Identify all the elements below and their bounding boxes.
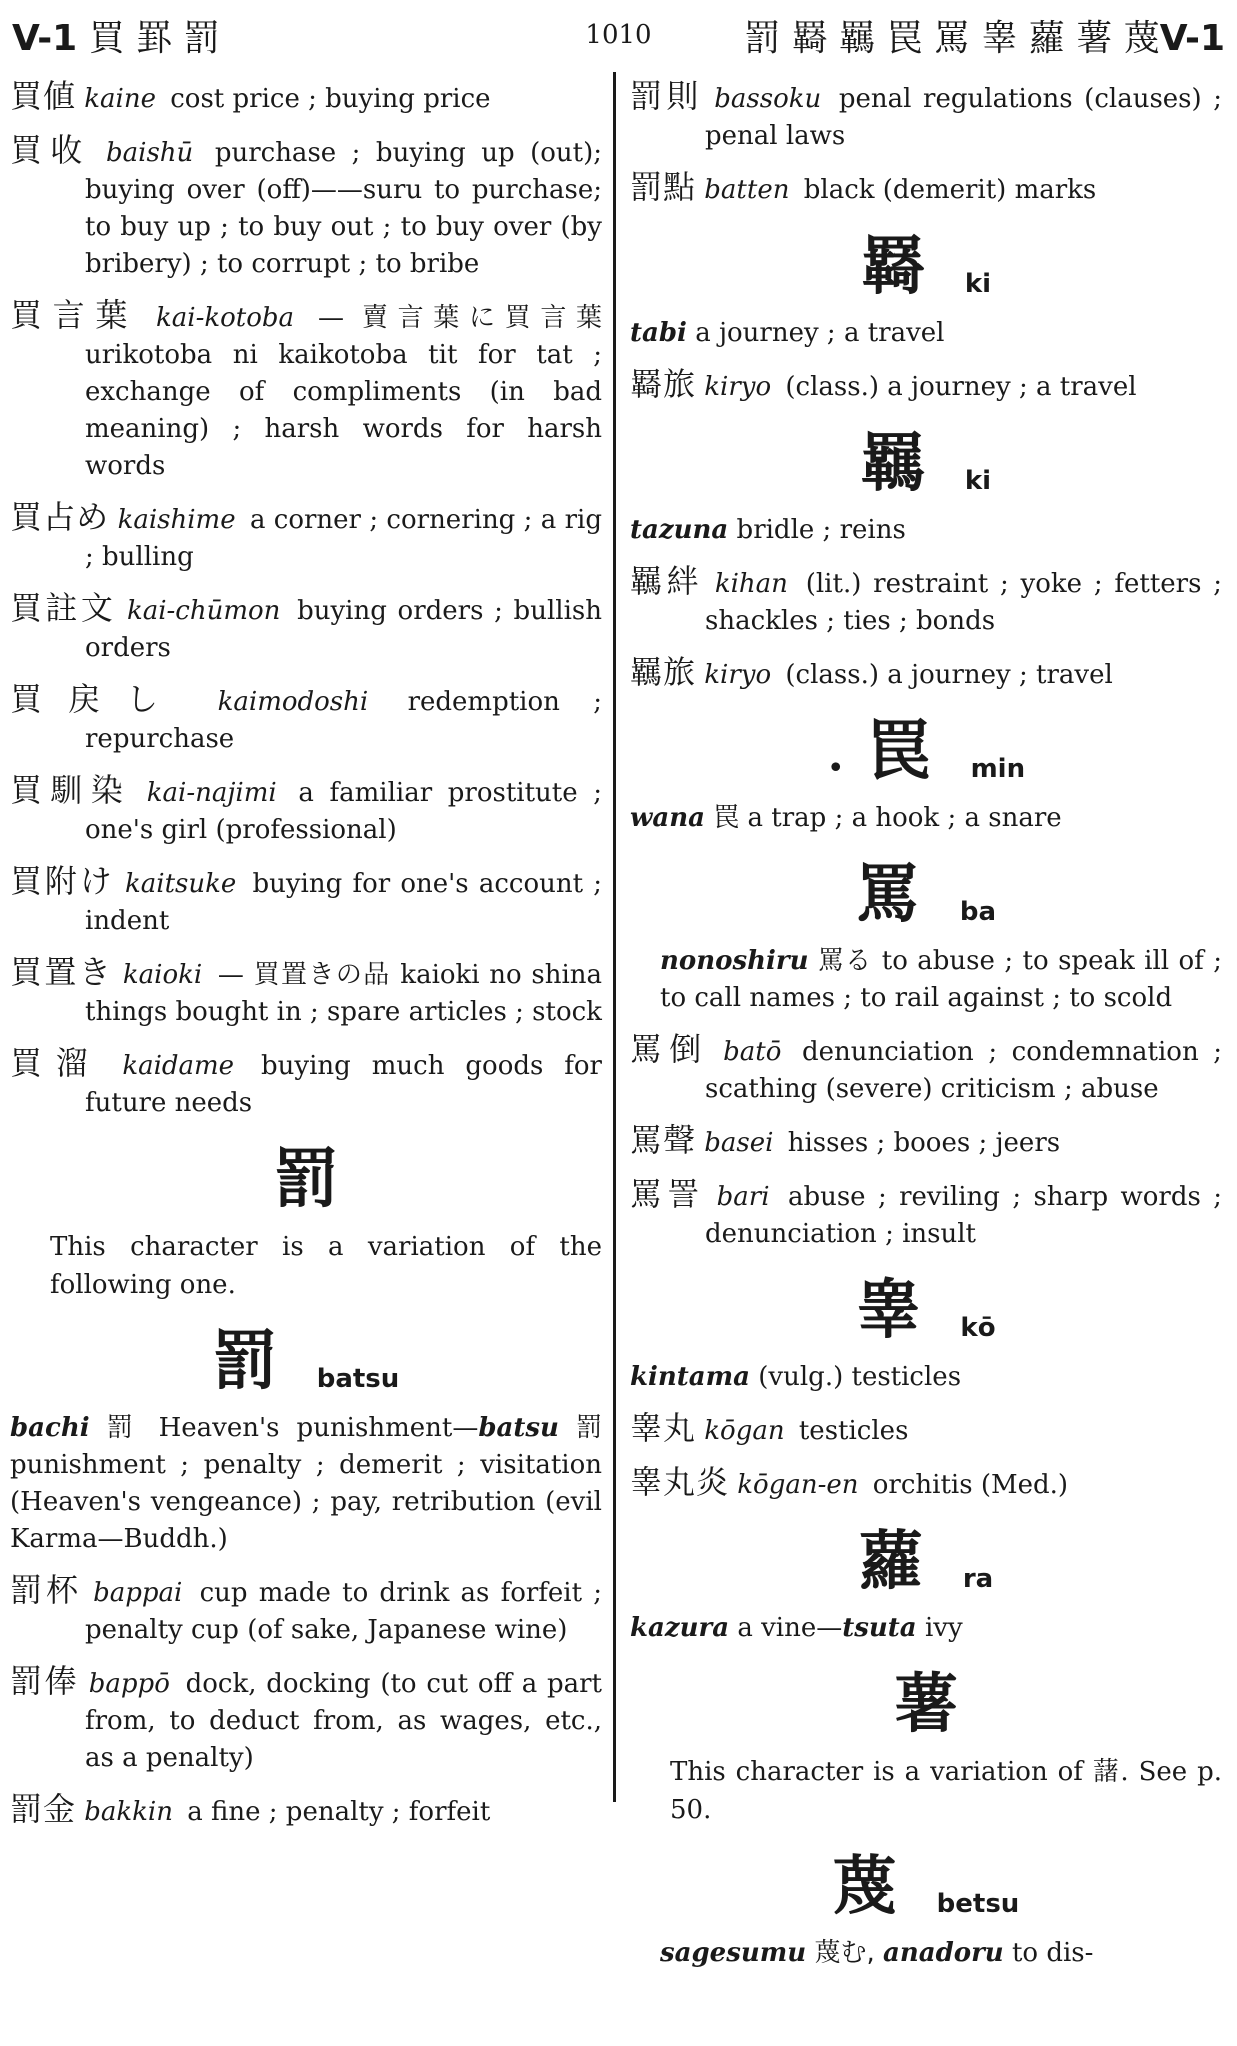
entry-headword: 買收 (10, 131, 91, 169)
entry-definition: cost price ; buying price (170, 84, 491, 114)
reading-kanji: 罰 (575, 1413, 602, 1443)
dictionary-entry (10, 954, 602, 1031)
entry-definition: penal regulations (clauses) ; penal laws (705, 84, 1223, 151)
heading-character: 罰 (212, 1325, 277, 1399)
entry-list (10, 1572, 602, 1831)
reading-word: sagesumu (660, 1938, 807, 1968)
reading-definition: a journey ; a travel (695, 318, 945, 348)
reading-word: kazura (630, 1613, 730, 1643)
reading-paragraph (630, 1935, 1222, 1972)
dictionary-entry (10, 297, 602, 485)
entry-definition: orchitis (Med.) (872, 1470, 1069, 1500)
dictionary-entry (10, 772, 602, 849)
dictionary-entry (10, 681, 602, 758)
entry-romaji: basei (704, 1128, 774, 1158)
entry-definition: hisses ; booes ; jeers (787, 1128, 1061, 1158)
entry-romaji: kaioki (122, 960, 203, 990)
entry-headword: 買戻し (10, 680, 185, 718)
entry-romaji: kōgan (704, 1416, 785, 1446)
entry-list (630, 78, 1222, 209)
bullet-mark: • (826, 751, 845, 786)
reading-kanji: 罵る (817, 946, 873, 976)
entry-romaji: kai-chūmon (126, 596, 281, 626)
reading-paragraph (630, 512, 1222, 549)
character-heading (10, 1144, 602, 1216)
reading-word: tabi (630, 318, 687, 348)
reading-paragraph (630, 800, 1222, 837)
entry-definition: a familiar prostitute ; one's girl (professional) (85, 778, 603, 845)
entry-definition: buying orders ; bullish orders (85, 596, 602, 663)
reading-word: tazuna (630, 515, 729, 545)
entry-definition: denunciation ; condemnation ; scathing (severe) criticism ; abuse (705, 1037, 1223, 1104)
character-heading (630, 859, 1222, 931)
character-heading (630, 1275, 1222, 1347)
heading-character: 蘿 (858, 1525, 923, 1599)
volume-marker-left: V-1 (12, 18, 78, 59)
dictionary-entry (10, 132, 602, 283)
header-chars-right: 罰 羇 羈 罠 罵 睾 蘿 薯 蔑 (744, 18, 1160, 59)
reading-paragraph (10, 1410, 602, 1558)
entry-definition: dock, docking (to cut off a part from, to deduct from, as wages, etc., as a penalty) (85, 1669, 603, 1773)
entry-headword: 睾丸 (630, 1409, 697, 1447)
entry-romaji: kihan (714, 569, 788, 599)
entry-headword: 買馴染 (10, 771, 132, 809)
heading-character: 羈 (860, 427, 925, 501)
heading-character: 罵 (855, 858, 920, 932)
entry-list (630, 1031, 1222, 1253)
entry-romaji: kaidame (122, 1051, 235, 1081)
character-heading (630, 231, 1222, 303)
entry-definition: cup made to drink as forfeit ; penalty cup (of sake, Japanese wine) (85, 1578, 603, 1645)
entry-headword: 罵倒 (630, 1030, 709, 1068)
entry-romaji: kiryo (704, 660, 772, 690)
running-header (12, 10, 1225, 60)
reading-definition: to dis- (1011, 1938, 1094, 1968)
dictionary-entry (630, 1031, 1222, 1108)
entry-romaji: bappai (93, 1578, 183, 1608)
heading-character: 罰 (274, 1143, 338, 1217)
entry-definition: buying much goods for future needs (85, 1051, 602, 1118)
entry-headword: 買言葉 (10, 296, 139, 334)
character-heading (10, 1326, 602, 1398)
dictionary-entry (630, 1410, 1222, 1450)
entry-headword: 罰杯 (10, 1571, 82, 1609)
dictionary-entry (630, 1464, 1222, 1504)
entry-headword: 罰點 (630, 168, 697, 206)
reading-definition: a trap ; a hook ; a snare (747, 803, 1062, 833)
reading-word: bachi (10, 1413, 90, 1443)
entry-headword: 罵聲 (630, 1121, 697, 1159)
entry-headword: 罰則 (630, 77, 703, 115)
reading-kanji: 蔑む, (814, 1938, 875, 1968)
dictionary-entry (10, 1791, 602, 1831)
character-heading (630, 1526, 1222, 1598)
reading-definition: to abuse ; to speak ill of ; to call names ; to rail against ; to scold (660, 946, 1222, 1013)
entry-definition: — 賣言葉に買言葉 urikotoba ni kaikotoba tit for tat ; exchange of compliments (in bad meaning) ; harsh words for harsh words (85, 303, 603, 481)
entry-romaji: kai-najimi (146, 778, 277, 808)
heading-reading: batsu (316, 1363, 400, 1394)
dictionary-entry (10, 1663, 602, 1777)
entry-definition: buying for one's account ; indent (85, 869, 603, 936)
character-heading (630, 1851, 1222, 1923)
entry-list (10, 78, 602, 1122)
entry-headword: 買占め (10, 498, 110, 536)
header-right (744, 10, 1225, 61)
heading-reading: ki (964, 465, 992, 496)
heading-reading: kō (960, 1312, 996, 1343)
entry-romaji: kai-kotoba (156, 303, 295, 333)
entry-headword: 買註文 (10, 589, 117, 627)
reading-paragraph (630, 1359, 1222, 1396)
reading-word: anadoru (882, 1938, 1004, 1968)
entry-list (630, 563, 1222, 694)
entry-romaji: batten (704, 175, 790, 205)
dictionary-entry (630, 366, 1222, 406)
reading-definition: (vulg.) testicles (758, 1362, 962, 1392)
heading-character: 羇 (860, 230, 925, 304)
dictionary-entry (10, 590, 602, 667)
entry-definition: testicles (798, 1416, 909, 1446)
heading-character: 薯 (894, 1668, 958, 1742)
heading-character: 蔑 (832, 1850, 897, 1924)
entry-definition: (class.) a journey ; a travel (785, 372, 1137, 402)
reading-definition: bridle ; reins (736, 515, 906, 545)
entry-list (630, 366, 1222, 406)
reading-kanji: 罰 (106, 1413, 142, 1443)
entry-headword: 睾丸炎 (630, 1463, 730, 1501)
heading-reading: ra (962, 1563, 994, 1594)
entry-headword: 買附け (10, 862, 115, 900)
dictionary-entry (10, 499, 602, 576)
left-column (10, 78, 602, 1845)
reading-word: tsuta (842, 1613, 917, 1643)
heading-character: 罠 (866, 715, 931, 789)
page-number: 1010 (585, 20, 652, 50)
volume-marker-right: V-1 (1159, 18, 1225, 59)
dictionary-entry (630, 1122, 1222, 1162)
entry-romaji: bari (716, 1182, 770, 1212)
reading-definition: punishment ; penalty ; demerit ; visitation (Heaven's vengeance) ; pay, retribution (evil Karma—Buddh.) (10, 1450, 602, 1554)
entry-headword: 罰金 (10, 1790, 77, 1828)
character-heading (630, 428, 1222, 500)
dictionary-entry (630, 654, 1222, 694)
entry-definition: abuse ; reviling ; sharp words ; denunciation ; insult (705, 1182, 1222, 1249)
entry-headword: 罵詈 (630, 1175, 705, 1213)
column-divider (613, 72, 616, 1802)
entry-definition: redemption ; repurchase (85, 687, 602, 754)
heading-reading: betsu (936, 1888, 1020, 1919)
entry-definition: black (demerit) marks (803, 175, 1097, 205)
reading-definition: a vine— (737, 1613, 843, 1643)
dictionary-entry (630, 78, 1222, 155)
character-heading (630, 1669, 1222, 1741)
entry-definition: a fine ; penalty ; forfeit (187, 1797, 491, 1827)
dictionary-entry (10, 78, 602, 118)
entry-romaji: kōgan-en (737, 1470, 859, 1500)
entry-headword: 羈旅 (630, 653, 697, 691)
dictionary-entry (10, 1045, 602, 1122)
reading-word: nonoshiru (660, 946, 809, 976)
variation-note: This character is a variation of 藷. See p. 50. (670, 1757, 1222, 1825)
reading-word: kintama (630, 1362, 751, 1392)
dictionary-entry (10, 1572, 602, 1649)
heading-reading: min (970, 753, 1026, 784)
entry-headword: 買値 (10, 77, 77, 115)
entry-definition: — 買置きの品 kaioki no shina things bought in ; spare articles ; stock (85, 960, 603, 1027)
heading-reading: ki (964, 268, 992, 299)
reading-paragraph (630, 943, 1222, 1017)
entry-headword: 買溜 (10, 1044, 102, 1082)
reading-paragraph (630, 1610, 1222, 1647)
dictionary-entry (630, 1176, 1222, 1253)
reading-word: wana (630, 803, 705, 833)
entry-headword: 買置き (10, 953, 114, 991)
entry-definition: (class.) a journey ; travel (785, 660, 1113, 690)
entry-romaji: bappō (88, 1669, 170, 1699)
entry-romaji: bassoku (714, 84, 822, 114)
heading-reading: ba (959, 896, 997, 927)
reading-kanji: 罠 (713, 803, 740, 833)
entry-romaji: kaimodoshi (217, 687, 369, 717)
entry-romaji: kaishime (117, 505, 236, 535)
dictionary-entry (10, 863, 602, 940)
right-column (630, 78, 1222, 1986)
dictionary-entry (630, 563, 1222, 640)
entry-romaji: bakkin (84, 1797, 173, 1827)
heading-character: 睾 (856, 1274, 921, 1348)
entry-romaji: kaitsuke (125, 869, 237, 899)
entry-romaji: batō (723, 1037, 782, 1067)
entry-romaji: kaine (84, 84, 156, 114)
entry-headword: 羇旅 (630, 365, 697, 403)
entry-headword: 罰俸 (10, 1662, 79, 1700)
reading-definition: Heaven's punishment— (158, 1413, 479, 1443)
header-chars-left: 買 罫 罰 (88, 18, 220, 59)
entry-romaji: baishū (106, 138, 194, 168)
entry-romaji: kiryo (704, 372, 772, 402)
entry-definition: (lit.) restraint ; yoke ; fetters ; shackles ; ties ; bonds (705, 569, 1222, 636)
dictionary-entry (630, 169, 1222, 209)
entry-list (630, 1410, 1222, 1504)
entry-definition: purchase ; buying up (out); buying over (off)——suru to purchase; to buy up ; to buy out ; to buy over (by bribery) ; to corrupt ; to bribe (85, 138, 603, 279)
reading-word: batsu (478, 1413, 559, 1443)
entry-definition: a corner ; cornering ; a rig ; bulling (85, 505, 602, 572)
variation-note: This character is a variation of the following one. (50, 1232, 602, 1300)
reading-definition: ivy (924, 1613, 963, 1643)
character-heading (630, 716, 1222, 788)
reading-paragraph (630, 315, 1222, 352)
entry-headword: 羈絆 (630, 562, 704, 600)
